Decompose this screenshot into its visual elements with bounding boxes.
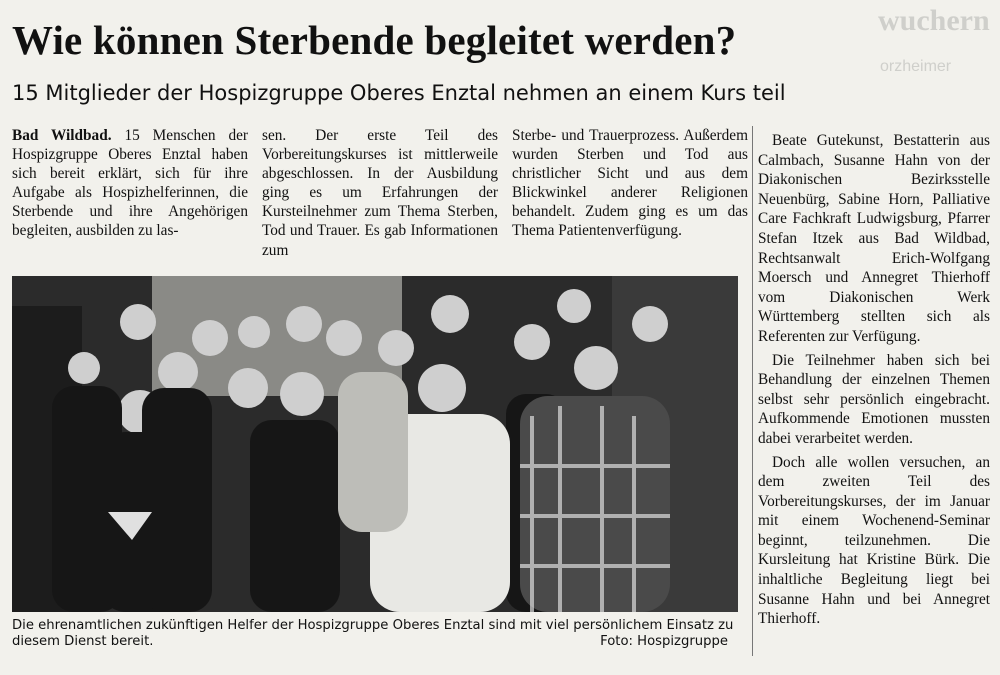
photo-caption-block bbox=[12, 618, 740, 650]
body-text-col3: Sterbe- und Trauerprozess. Außerdem wurden Sterben und Tod aus christlicher Sicht und aus dem Blickwinkel anderer Religionen behandelt. Zudem ging es um das Thema Patientenverfügung. bbox=[512, 127, 748, 240]
column-divider bbox=[752, 126, 753, 656]
photo-credit: Foto: Hospizgruppe bbox=[600, 634, 728, 649]
body-column-4 bbox=[758, 131, 990, 629]
body-column-1 bbox=[12, 126, 248, 241]
article-subheadline: 15 Mitglieder der Hospizgruppe Oberes Enztal nehmen an einem Kurs teil bbox=[12, 81, 786, 105]
neighbor-headline-fragment: wuchern bbox=[878, 4, 990, 37]
body-paragraph-emotions: Die Teilnehmer haben sich bei Behandlung der einzelnen Themen selbst sehr persönlich eingebracht. Aufkommende Emotionen mussten dabei verarbeitet werden. bbox=[758, 351, 990, 447]
neighbor-subhead-fragment: orzheimer bbox=[880, 58, 952, 75]
body-paragraph-speakers: Beate Gutekunst, Bestatterin aus Calmbach, Susanne Hahn von der Diakonischen Bezirksstelle Neuenbürg, Sabine Horn, Palliative Care Fachkraft Ludwigsburg, Pfarrer Stefan Itzek aus Bad Wildbad, Rechtsanwalt Erich-Wolfgang Moersch und Annegret Thierhoff vom Diakonischen Werk Württemberg stellten sich als Referenten zur Verfügung. bbox=[758, 132, 990, 345]
dateline: Bad Wildbad. bbox=[12, 127, 112, 144]
body-paragraph-outlook: Doch alle wollen versuchen, an dem zweiten Teil des Vorbereitungskurses, der im Januar mit einem Wochenend-Seminar beginnt, teilzunehmen. Die Kursleitung hat Kristine Bürk. Die inhaltliche Begleitung liegt bei Susanne Hahn und bei Annegret Thierhoff. bbox=[758, 453, 990, 628]
body-column-3 bbox=[512, 126, 748, 241]
article-headline: Wie können Sterbende begleitet werden? bbox=[12, 17, 737, 63]
body-text-col2: sen. Der erste Teil des Vorbereitungskurses ist mittlerweile abgeschlossen. In der Ausbildung ging es um Erfahrungen der Kursteilnehmer zum Thema Sterben, Tod und Trauer. Es gab Informationen zum bbox=[262, 127, 498, 259]
group-photo bbox=[12, 276, 738, 612]
body-column-2 bbox=[262, 126, 498, 260]
body-text-col1: 15 Menschen der Hospizgruppe Oberes Enztal haben sich bereit erklärt, sich für ihre Aufgabe als Hospizhelferinnen, die Sterbende und ihre Angehörigen begleiten, ausbilden zu las- bbox=[12, 127, 248, 240]
photo-caption: Die ehrenamtlichen zukünftigen Helfer der Hospizgruppe Oberes Enztal sind mit viel persönlichem Einsatz zu diesem Dienst bereit. bbox=[12, 618, 734, 649]
